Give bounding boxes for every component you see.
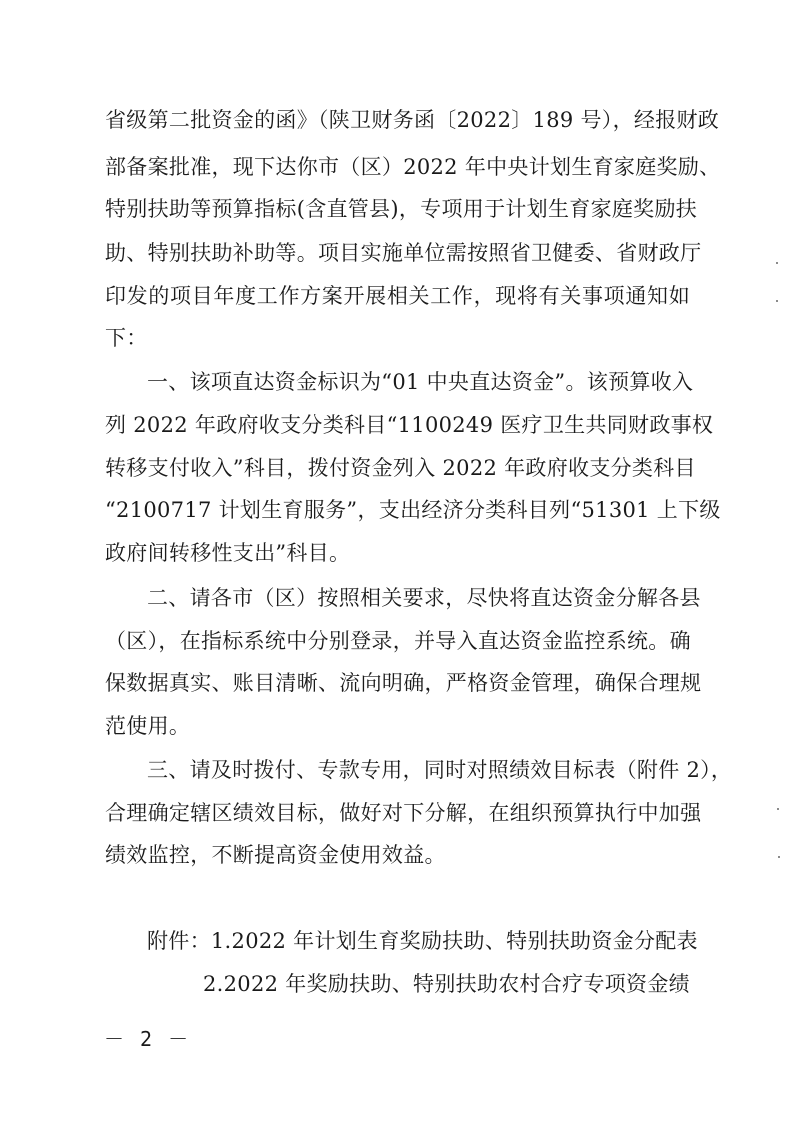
body-line-17: 合理确定辖区绩效目标，做好对下分解，在组织预算执行中加强: [105, 801, 702, 825]
page-number: － 2 －: [104, 1027, 191, 1051]
body-line-11: 政府间转移性支出”科目。: [105, 541, 351, 565]
body-line-4: 助、特别扶助补助等。项目实施单位需按照省卫健委、省财政厅: [105, 241, 702, 265]
body-line-15: 范使用。: [105, 714, 191, 738]
scan-speck: [777, 808, 779, 810]
body-line-13: （区），在指标系统中分别登录，并导入直达资金监控系统。确: [105, 629, 691, 653]
body-line-14: 保数据真实、账目清晰、流向明确，严格资金管理，确保合理规: [105, 671, 702, 695]
body-line-18: 绩效监控，不断提高资金使用效益。: [105, 843, 446, 867]
body-line-5: 印发的项目年度工作方案开展相关工作，现将有关事项通知如: [105, 284, 690, 308]
attachment-line-1: 附件：1.2022 年计划生育奖励扶助、特别扶助资金分配表: [147, 929, 698, 953]
body-line-10: “2100717 计划生育服务”，支出经济分类科目列“51301 上下级: [105, 498, 721, 522]
attachment-line-2: 2.2022 年奖励扶助、特别扶助农村合疗专项资金绩: [203, 972, 690, 996]
body-line-8: 列 2022 年政府收支分类科目“1100249 医疗卫生共同财政事权: [105, 413, 714, 437]
body-line-2: 部备案批准，现下达你市（区）2022 年中央计划生育家庭奖励、: [105, 155, 721, 179]
scan-speck: [776, 262, 778, 264]
body-line-16: 三、请及时拨付、专款专用，同时对照绩效目标表（附件 2），: [147, 758, 733, 782]
scan-speck: [778, 856, 780, 858]
body-line-9: 转移支付收入”科目，拨付资金列入 2022 年政府收支分类科目: [105, 456, 696, 480]
body-line-3: 特别扶助等预算指标(含直管县)，专项用于计划生育家庭奖励扶: [105, 197, 698, 221]
body-line-1: 省级第二批资金的函》（陕卫财务函〔2022〕189 号），经报财政: [105, 108, 720, 132]
scan-speck: [776, 300, 778, 302]
body-line-6: 下：: [105, 326, 148, 350]
body-line-12: 二、请各市（区）按照相关要求，尽快将直达资金分解各县: [147, 586, 701, 610]
body-line-7: 一、该项直达资金标识为“01 中央直达资金”。该预算收入: [147, 370, 694, 394]
